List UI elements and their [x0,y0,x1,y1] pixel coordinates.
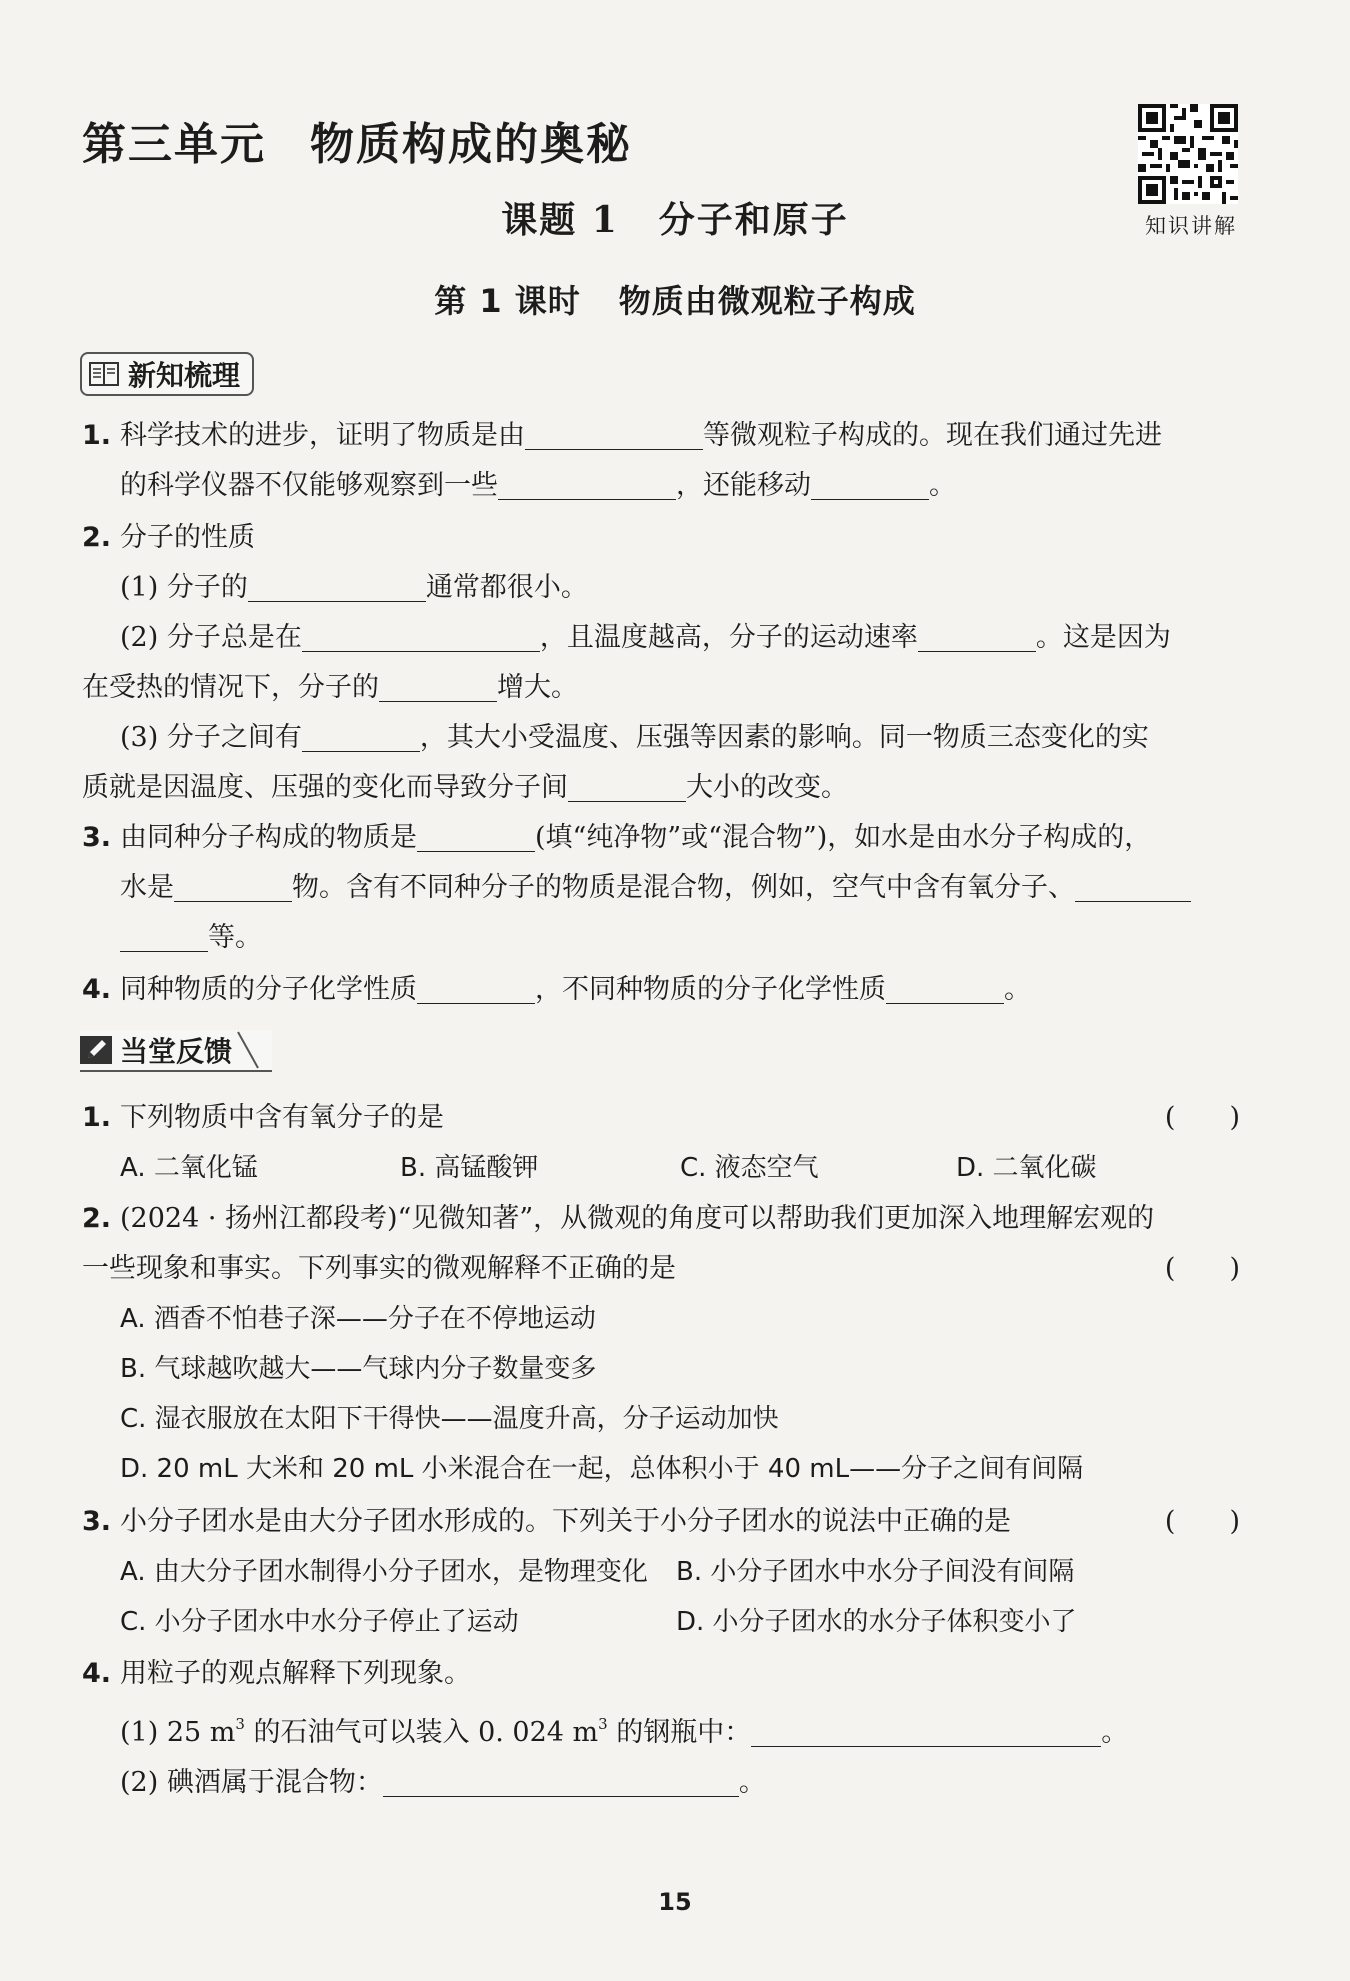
text: 物。含有不同种分子的物质是混合物，例如，空气中含有氧分子、 [292,872,1075,903]
answer-blank[interactable] [379,667,497,702]
answer-bracket[interactable]: ( ) [1164,1253,1240,1284]
answer-blank[interactable] [302,717,420,752]
answer-blank[interactable] [498,465,676,500]
text: 由同种分子构成的物质是 [120,822,417,853]
option-a[interactable]: A. 二氧化锰 [120,1153,258,1183]
option-c[interactable]: C. 湿衣服放在太阳下干得快——温度升高，分子运动加快 [120,1404,779,1434]
section-title: 当堂反馈 [120,1035,233,1068]
divider-slash-icon [236,1030,260,1070]
period-name: 物质由微观粒子构成 [618,282,916,320]
section-header-new-knowledge [80,352,254,396]
answer-blank[interactable] [174,867,292,902]
question-stem: 用粒子的观点解释下列现象。 [120,1658,471,1689]
answer-blank[interactable] [417,817,535,852]
option-d[interactable]: D. 二氧化碳 [956,1153,1097,1183]
question-2 [82,513,1240,813]
answer-blank[interactable] [417,969,535,1004]
text: 。 [1101,1717,1129,1748]
period-label: 第 1 课时 [434,282,581,320]
question-number: 3. [82,822,112,853]
answer-blank[interactable] [751,1712,1101,1747]
option-a[interactable]: A. 由大分子团水制得小分子团水，是物理变化 [120,1557,648,1587]
option-b[interactable]: B. 高锰酸钾 [400,1153,539,1183]
answer-blank[interactable] [811,465,929,500]
unit-title [82,108,632,172]
question-number: 1. [82,420,112,451]
question-stem: 下列物质中含有氧分子的是 [120,1102,444,1133]
text: 质就是因温度、压强的变化而导致分子间 [82,772,568,803]
answer-bracket[interactable]: ( ) [1164,1102,1240,1133]
feedback-question-1 [82,1093,1240,1193]
text: 的钢瓶中： [607,1717,752,1748]
option-d[interactable]: D. 小分子团水的水分子体积变小了 [676,1607,1077,1637]
answer-bracket[interactable]: ( ) [1164,1506,1240,1537]
text: 增大。 [497,672,578,703]
question-number: 3. [82,1506,112,1537]
text: 的石油气可以装入 0. 024 m [244,1717,599,1748]
qr-code-icon[interactable] [1138,104,1238,204]
answer-blank[interactable] [302,617,540,652]
text: 。 [1004,974,1031,1005]
question-stem-continued: 一些现象和事实。下列事实的微观解释不正确的是 [82,1253,676,1284]
text: (填“纯净物”或“混合物”)，如水是由水分子构成的， [535,822,1152,853]
feedback-question-2 [82,1194,1240,1494]
option-b[interactable]: B. 气球越吹越大——气球内分子数量变多 [120,1354,597,1384]
answer-blank[interactable] [1075,867,1191,902]
qr-caption: 知识讲解 [1145,214,1237,238]
answer-blank[interactable] [120,917,208,952]
unit-label: 第三单元 [82,119,266,170]
question-number: 2. [82,522,112,553]
text: 等微观粒子构成的。现在我们通过先进 [703,420,1162,451]
text: ，不同种物质的分子化学性质 [535,974,886,1005]
feedback-question-3 [82,1497,1240,1647]
answer-blank[interactable] [568,767,686,802]
text: 。 [929,470,956,501]
question-stem: 小分子团水是由大分子团水形成的。下列关于小分子团水的说法中正确的是 [120,1506,1011,1537]
text: 科学技术的进步，证明了物质是由 [120,420,525,451]
topic-label: 课题 1 [501,199,619,241]
answer-blank[interactable] [525,415,703,450]
book-icon [88,360,120,388]
question-stem: 分子的性质 [120,522,255,553]
question-number: 2. [82,1203,112,1234]
text: 等。 [208,922,262,953]
section-title: 新知梳理 [128,359,241,392]
text: 。这是因为 [1035,622,1171,653]
superscript: 3 [598,1715,608,1733]
unit-name: 物质构成的奥秘 [310,119,632,170]
topic-title [0,192,1350,243]
text: 同种物质的分子化学性质 [120,974,417,1005]
question-number: 4. [82,974,112,1005]
text: (3) 分子之间有 [120,722,302,753]
page-number: 15 [658,1888,692,1916]
option-a[interactable]: A. 酒香不怕巷子深——分子在不停地运动 [120,1304,596,1334]
text: 水是 [120,872,174,903]
text: ，还能移动 [676,470,811,501]
answer-blank[interactable] [383,1762,739,1797]
question-number: 4. [82,1658,112,1689]
answer-blank[interactable] [918,617,1036,652]
option-c[interactable]: C. 小分子团水中水分子停止了运动 [120,1607,519,1637]
superscript: 3 [235,1715,245,1733]
question-4 [82,965,1240,1015]
text: (2) 分子总是在 [120,622,302,653]
section-header-feedback [80,1030,272,1072]
feedback-question-4 [82,1649,1240,1808]
question-stem: (2024 · 扬州江都段考)“见微知著”，从微观的角度可以帮助我们更加深入地理解宏观的 [120,1203,1155,1234]
text: (2) 碘酒属于混合物： [120,1767,383,1798]
pencil-icon [80,1036,112,1064]
text: 在受热的情况下，分子的 [82,672,379,703]
answer-blank[interactable] [886,969,1004,1004]
text: 的科学仪器不仅能够观察到一些 [120,470,498,501]
text: ，其大小受温度、压强等因素的影响。同一物质三态变化的实 [419,722,1149,753]
text: 大小的改变。 [686,772,848,803]
text: ，且温度越高，分子的运动速率 [539,622,918,653]
question-number: 1. [82,1102,112,1133]
option-d[interactable]: D. 20 mL 大米和 20 mL 小米混合在一起，总体积小于 40 mL——分子之间有间隔 [120,1454,1084,1484]
text: 通常都很小。 [425,572,588,603]
answer-blank[interactable] [248,567,426,602]
question-3 [82,813,1240,963]
period-title [0,276,1350,322]
text: (1) 分子的 [120,572,248,603]
option-c[interactable]: C. 液态空气 [680,1153,819,1183]
option-b[interactable]: B. 小分子团水中水分子间没有间隔 [676,1557,1075,1587]
topic-name: 分子和原子 [658,199,849,241]
question-1 [82,411,1240,511]
text: 。 [738,1767,766,1798]
text: (1) 25 m [120,1717,236,1748]
